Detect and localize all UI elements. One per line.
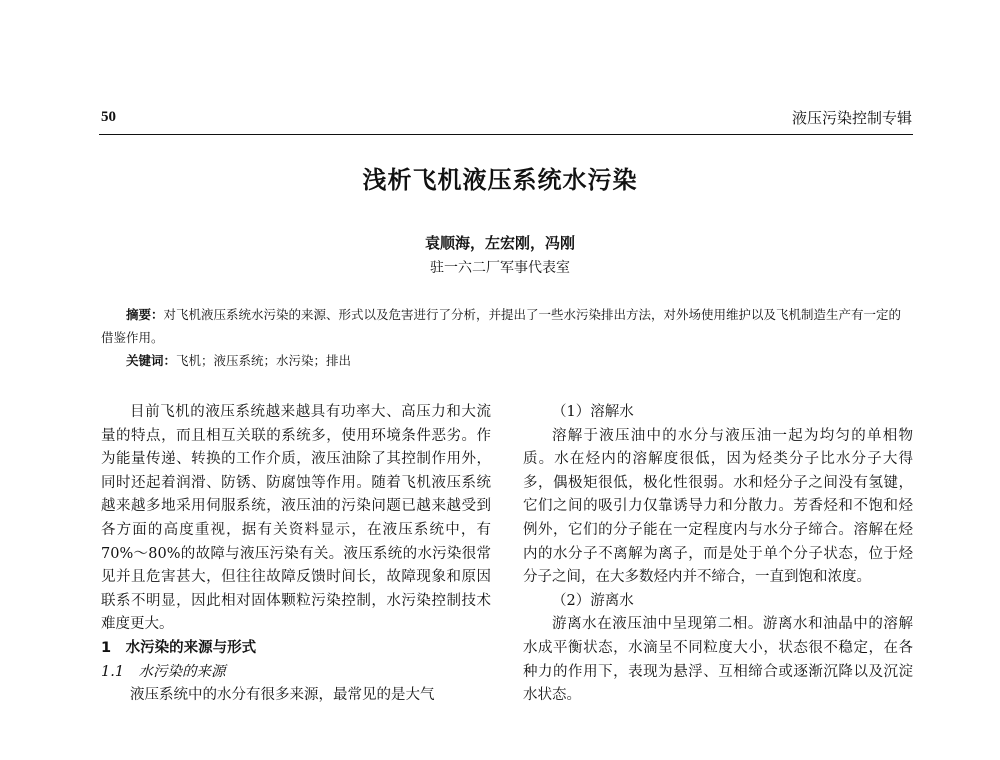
section-heading: 1 水污染的来源与形式 (101, 639, 257, 656)
list-item-heading: （2）游离水 (552, 592, 634, 609)
body-paragraph: 溶解于液压油中的水分与液压油一起为均匀的单相物质。水在烃内的溶解度很低，因为烃类分子比水分子大得多，偶极矩很低，极化性很弱。水和烃分子之间没有氢键，它们之间的吸引力仅靠诱导力和分散力。芳香烃和不饱和烃例外，它们的分子能在一定程度内与水分子缔合。溶解在烃内的水分子不离解为离子，而是处于单个分子状态，位于烃分子之间，在大多数烃内并不缔合，一直到饱和浓度。 (523, 427, 913, 586)
body-column-right (523, 401, 913, 708)
abstract-label: 摘要： (126, 307, 164, 322)
body-column-left (101, 401, 491, 708)
article-authors: 袁顺海，左宏刚，冯刚 (424, 234, 575, 252)
abstract-paragraph (101, 303, 913, 349)
running-title: 液压污染控制专辑 (791, 109, 912, 127)
abstract-block (101, 303, 913, 372)
keywords-label: 关键词： (126, 353, 177, 368)
keywords-paragraph (101, 349, 913, 372)
body-paragraph: 目前飞机的液压系统越来越具有功率大、高压力和大流量的特点，而且相互关联的系统多，使用环境条件恶劣。作为能量传递、转换的工作介质，液压油除了其控制作用外，同时还起着润滑、防锈、防腐蚀等作用。随着飞机液压系统越来越多地采用伺服系统，液压油的污染问题已越来越受到各方面的高度重视，据有关资料显示，在液压系统中，有70%～80%的故障与液压污染有关。液压系统的水污染很常见并且危害甚大，但往往故障反馈时间长，故障现象和原因联系不明显，因此相对固体颗粒污染控制，水污染控制技术难度更大。 (101, 404, 491, 633)
body-paragraph: 游离水在液压油中呈现第二相。游离水和油晶中的溶解水成平衡状态，水滴呈不同粒度大小，状态很不稳定，在各种力的作用下，表现为悬浮、互相缔合或逐渐沉降以及沉淀水状态。 (523, 616, 913, 704)
header-rule (99, 134, 913, 135)
subsection-heading: 1.1 水污染的来源 (101, 663, 226, 680)
article-affiliation: 驻一六二厂军事代表室 (430, 260, 570, 276)
page-number: 50 (101, 109, 116, 125)
keywords-text: 飞机；液压系统；水污染；排出 (176, 353, 352, 368)
abstract-text: 对飞机液压系统水污染的来源、形式以及危害进行了分析，并提出了一些水污染排出方法，对外场使用维护以及飞机制造生产有一定的借鉴作用。 (101, 307, 902, 345)
article-title: 浅析飞机液压系统水污染 (362, 166, 638, 194)
list-item-heading: （1）溶解水 (552, 404, 634, 420)
body-paragraph: 液压系统中的水分有很多来源，最常见的是大气 (130, 687, 435, 704)
